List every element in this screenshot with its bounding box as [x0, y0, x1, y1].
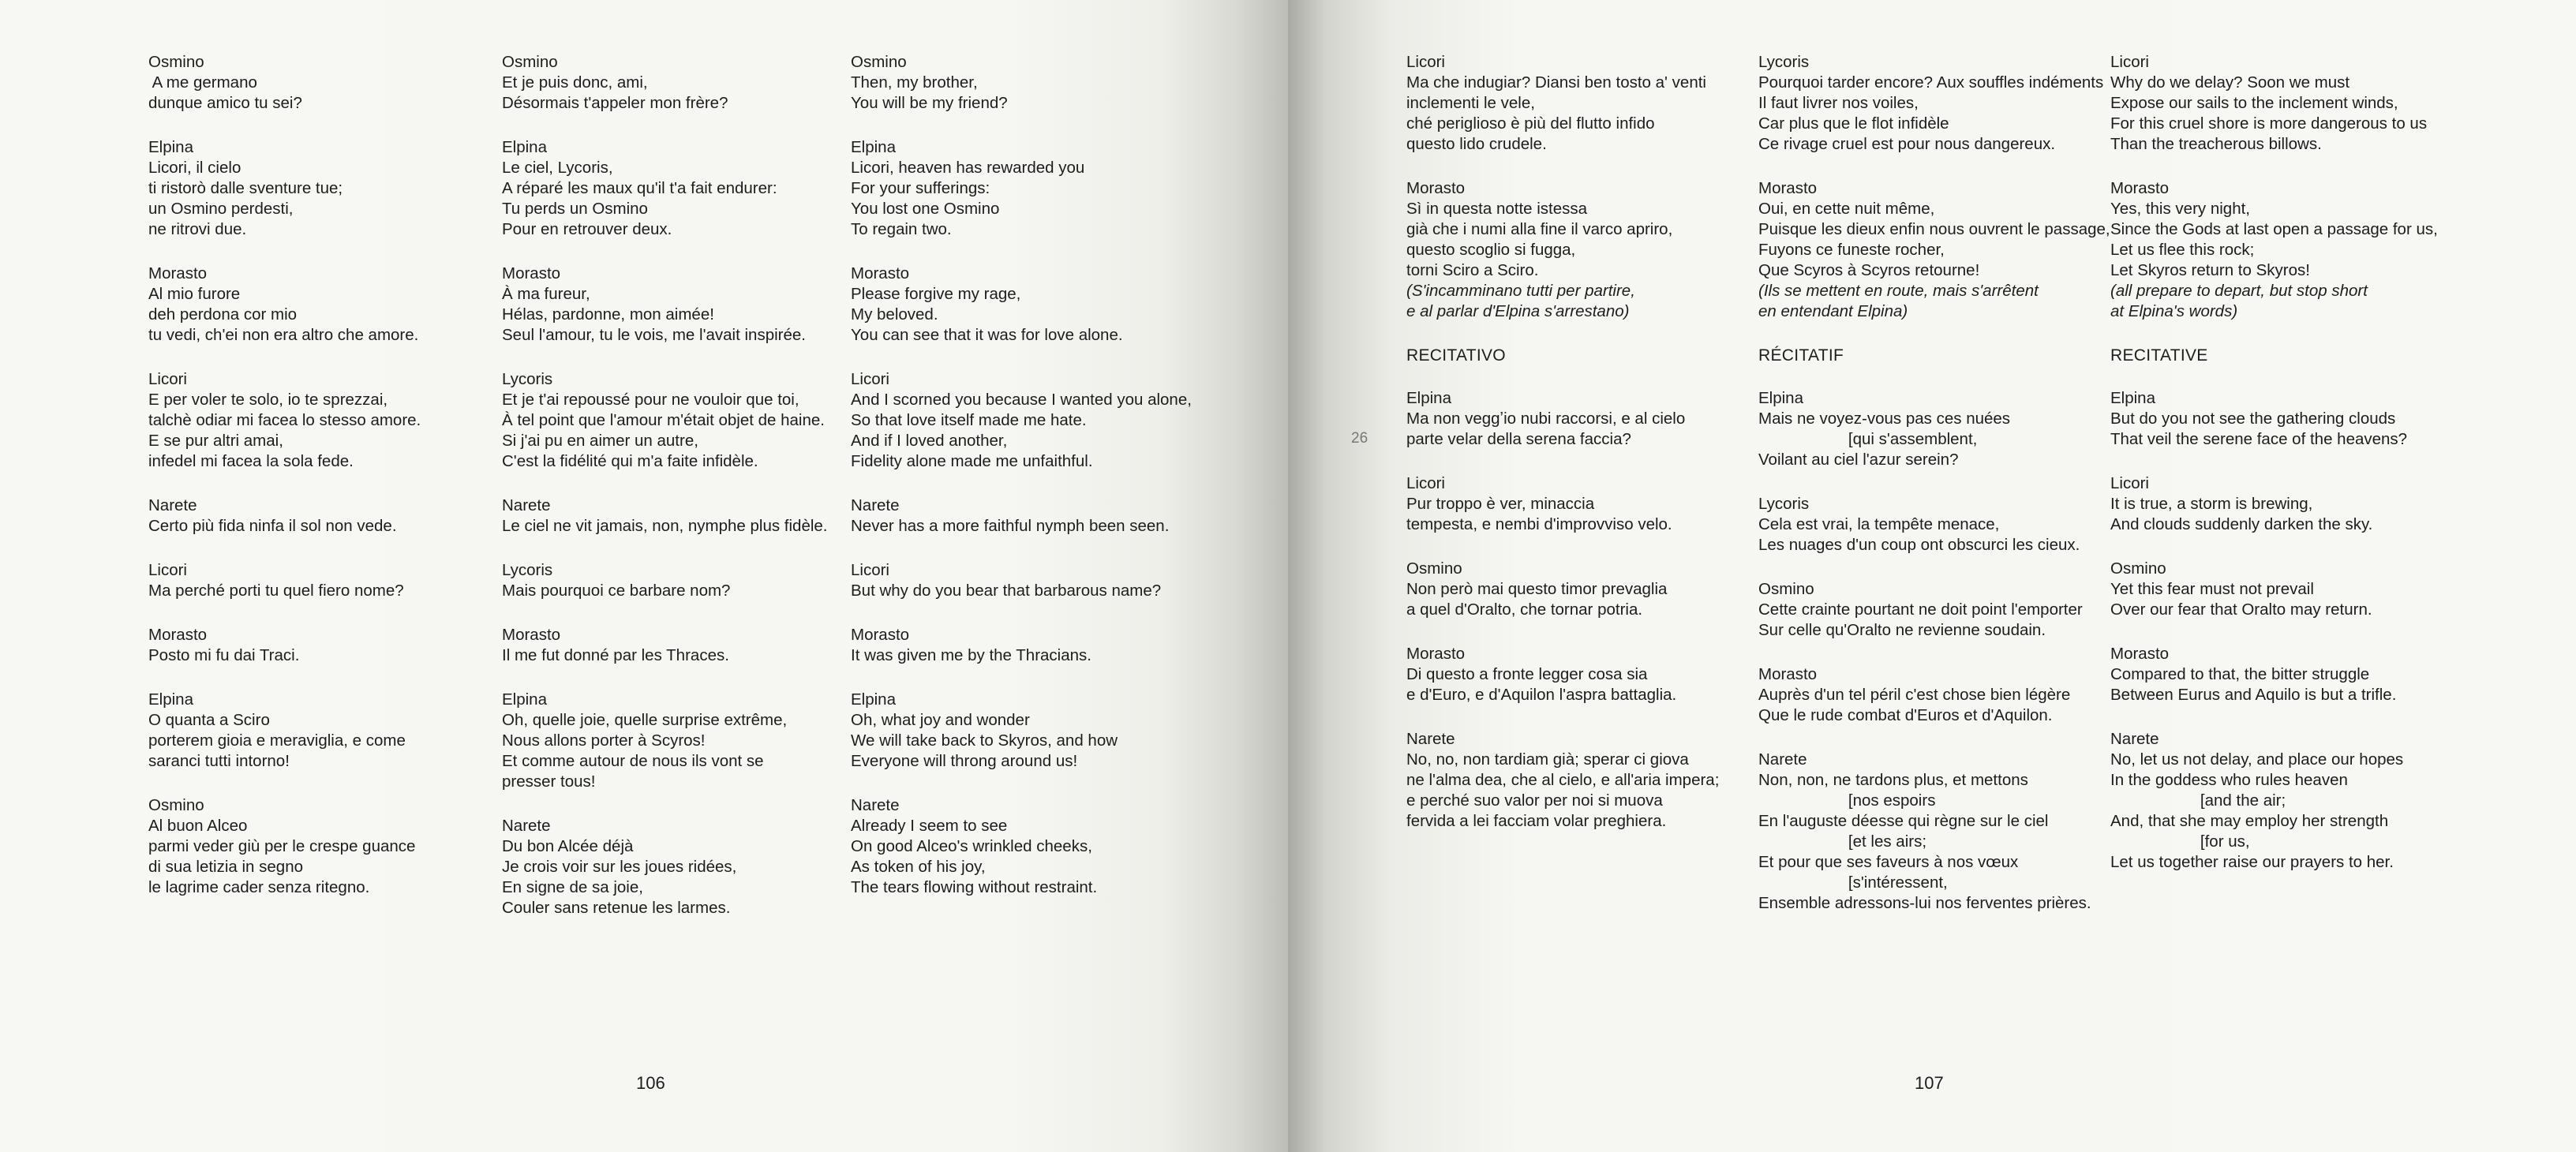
speech-block — [1758, 52, 2106, 155]
speaker-name: Elpina — [502, 138, 547, 156]
verse-line: [and the air; — [2110, 791, 2286, 810]
verse-line: Que Scyros à Scyros retourne! — [1758, 261, 1980, 279]
verse-line: dunque amico tu sei? — [148, 94, 302, 112]
verse-line: On good Alceo's wrinkled cheeks, — [851, 837, 1092, 855]
verse-line: Tu perds un Osmino — [502, 200, 648, 218]
verse-line: Fuyons ce funeste rocher, — [1758, 241, 1945, 259]
margin-line-number: 26 — [1351, 430, 1368, 447]
verse-line: For this cruel shore is more dangerous to us — [2110, 114, 2428, 133]
verse-line: [s'intéressent, — [1758, 873, 1948, 892]
speaker-name: Narete — [502, 817, 551, 835]
speech-block — [1758, 750, 2106, 914]
verse-line: You can see that it was for love alone. — [851, 326, 1123, 344]
verse-line: ne ritrovi due. — [148, 220, 247, 238]
speaker-name: Elpina — [148, 690, 193, 709]
speaker-name: Narete — [1406, 730, 1455, 748]
speech-block — [148, 52, 480, 114]
verse-line: Sur celle qu'Oralto ne revienne soudain. — [1758, 621, 2046, 639]
verse-line: [for us, — [2110, 832, 2250, 851]
speech-block — [1406, 559, 1754, 620]
verse-line: My beloved. — [851, 305, 938, 324]
speech-block — [851, 690, 1182, 772]
verse-line: But why do you bear that barbarous name? — [851, 582, 1162, 600]
verse-line: parmi veder giù per le crespe guance — [148, 837, 416, 855]
stage-direction: (S'incamminano tutti per partire, — [1406, 282, 1635, 300]
speaker-name: Morasto — [1406, 179, 1466, 197]
verse-line: And, that she may employ her strength — [2110, 812, 2389, 830]
speaker-name: Morasto — [1406, 645, 1466, 663]
speech-block — [1406, 178, 1754, 322]
verse-line: Seul l'amour, tu le vois, me l'avait inspirée. — [502, 326, 806, 344]
verse-line: questo lido crudele. — [1406, 135, 1547, 153]
verse-line: Mais ne voyez-vous pas ces nuées — [1758, 410, 2011, 428]
verse-line: torni Sciro a Sciro. — [1406, 261, 1539, 279]
verse-line: Already I seem to see — [851, 817, 1008, 835]
speaker-name: Licori — [851, 370, 889, 388]
verse-line: Mais pourquoi ce barbare nom? — [502, 582, 731, 600]
verse-line: And if I loved another, — [851, 432, 1008, 450]
verse-line: Nous allons porter à Scyros! — [502, 731, 706, 750]
verse-line: Over our fear that Oralto may return. — [2110, 600, 2372, 619]
verse-line: No, no, non tardiam già; sperar ci giova — [1406, 750, 1689, 769]
speech-block — [1758, 579, 2106, 641]
verse-line: À tel point que l'amour m'était objet de haine. — [502, 411, 825, 429]
verse-line: Why do we delay? Soon we must — [2110, 73, 2350, 92]
verse-line: Than the treacherous billows. — [2110, 135, 2322, 153]
verse-line: À ma fureur, — [502, 285, 590, 303]
verse-line: Le ciel ne vit jamais, non, nymphe plus fidèle. — [502, 517, 828, 535]
speaker-name: Licori — [148, 370, 187, 388]
speech-block — [851, 496, 1182, 537]
verse-line: e d'Euro, e d'Aquilon l'aspra battaglia. — [1406, 686, 1677, 704]
speech-block — [148, 795, 480, 898]
verse-line: Il faut livrer nos voiles, — [1758, 94, 1919, 112]
verse-line: ché periglioso è più del flutto infido — [1406, 114, 1655, 133]
verse-line: tempesta, e nembi d'improvviso velo. — [1406, 515, 1672, 533]
stage-direction: at Elpina's words) — [2110, 302, 2238, 320]
verse-line: Que le rude combat d'Euros et d'Aquilon. — [1758, 706, 2053, 724]
verse-line: So that love itself made me hate. — [851, 411, 1087, 429]
speaker-name: Elpina — [1758, 389, 1803, 407]
verse-line: Certo più fida ninfa il sol non vede. — [148, 517, 397, 535]
speaker-name: Morasto — [502, 264, 561, 282]
speaker-name: Morasto — [1758, 179, 1818, 197]
verse-line: E per voler te solo, io te sprezzai, — [148, 391, 388, 409]
verse-line: We will take back to Skyros, and how — [851, 731, 1118, 750]
speech-block — [1758, 388, 2106, 470]
verse-line: Ma non veggʼio nubi raccorsi, e al cielo — [1406, 410, 1686, 428]
speech-block — [1406, 473, 1754, 535]
verse-line: It is true, a storm is brewing, — [2110, 495, 2313, 513]
right-english-column — [2110, 52, 2458, 896]
speaker-name: Osmino — [1758, 580, 1814, 598]
verse-line: For your sufferings: — [851, 179, 990, 197]
left-italian-column — [148, 52, 480, 922]
speaker-name: Narete — [1758, 750, 1807, 769]
verse-line: You will be my friend? — [851, 94, 1008, 112]
verse-line: Then, my brother, — [851, 73, 978, 92]
speech-block — [851, 795, 1182, 898]
speech-block — [851, 137, 1182, 240]
speaker-name: Osmino — [851, 53, 907, 71]
verse-line: Non però mai questo timor prevaglia — [1406, 580, 1668, 598]
speaker-name: Morasto — [2110, 645, 2170, 663]
verse-line: Oui, en cette nuit même, — [1758, 200, 1935, 218]
verse-line: Pour en retrouver deux. — [502, 220, 672, 238]
verse-line: [nos espoirs — [1758, 791, 1936, 810]
verse-line: Du bon Alcée déjà — [502, 837, 634, 855]
speech-block — [148, 560, 480, 601]
verse-line: Al mio furore — [148, 285, 241, 303]
verse-line: Expose our sails to the inclement winds, — [2110, 94, 2398, 112]
verse-line: ti ristorò dalle sventure tue; — [148, 179, 343, 197]
verse-line: Si j'ai pu en aimer un autre, — [502, 432, 698, 450]
speech-block — [148, 496, 480, 537]
page-number-right: 107 — [1915, 1073, 1944, 1093]
speech-block — [1406, 52, 1754, 155]
right-italian-column — [1406, 52, 1754, 855]
right-french-column — [1758, 52, 2110, 937]
verse-line: Il me fut donné par les Thraces. — [502, 646, 729, 664]
verse-line: tu vedi, ch'ei non era altro che amore. — [148, 326, 419, 344]
verse-line: Never has a more faithful nymph been seen. — [851, 517, 1170, 535]
section-heading: RECITATIVE — [2110, 346, 2208, 365]
verse-line: deh perdona cor mio — [148, 305, 298, 324]
speech-block — [2110, 729, 2458, 873]
verse-line: Fidelity alone made me unfaithful. — [851, 452, 1093, 470]
verse-line: O quanta a Sciro — [148, 711, 270, 729]
verse-line: En signe de sa joie, — [502, 878, 643, 896]
verse-line: [et les airs; — [1758, 832, 1927, 851]
verse-line: Everyone will throng around us! — [851, 752, 1078, 770]
speech-block — [1406, 644, 1754, 705]
speaker-name: Narete — [502, 496, 551, 514]
verse-line: It was given me by the Thracians. — [851, 646, 1091, 664]
verse-line: presser tous! — [502, 772, 596, 791]
speaker-name: Elpina — [851, 138, 896, 156]
verse-line: Et je puis donc, ami, — [502, 73, 648, 92]
verse-line: The tears flowing without restraint. — [851, 878, 1098, 896]
verse-line: Compared to that, the bitter struggle — [2110, 665, 2370, 683]
speaker-name: Osmino — [148, 796, 204, 814]
verse-line: Pourquoi tarder encore? Aux souffles indéments — [1758, 73, 2104, 92]
verse-line: Please forgive my rage, — [851, 285, 1021, 303]
speaker-name: Elpina — [502, 690, 547, 709]
verse-line: But do you not see the gathering clouds — [2110, 410, 2396, 428]
speech-block — [1758, 664, 2106, 726]
speech-block — [851, 52, 1182, 114]
stage-direction: e al parlar d'Elpina s'arrestano) — [1406, 302, 1630, 320]
speech-block — [502, 560, 833, 601]
verse-line: Since the Gods at last open a passage for us, — [2110, 220, 2438, 238]
left-french-column — [502, 52, 833, 942]
speaker-name: Osmino — [1406, 559, 1462, 578]
verse-line: Sì in questa notte istessa — [1406, 200, 1588, 218]
verse-line: That veil the serene face of the heavens? — [2110, 430, 2408, 448]
verse-line: Let Skyros return to Skyros! — [2110, 261, 2310, 279]
speech-block — [502, 625, 833, 666]
verse-line: di sua letizia in segno — [148, 858, 304, 876]
speaker-name: Narete — [851, 496, 900, 514]
verse-line: saranci tutti intorno! — [148, 752, 290, 770]
verse-line: Between Eurus and Aquilo is but a trifle. — [2110, 686, 2397, 704]
speaker-name: Elpina — [1406, 389, 1451, 407]
section-heading: RÉCITATIF — [1758, 346, 1844, 365]
verse-line: Ma perché porti tu quel fiero nome? — [148, 582, 404, 600]
speaker-name: Licori — [1406, 53, 1445, 71]
verse-line: porterem gioia e meraviglia, e come — [148, 731, 406, 750]
speech-block — [2110, 559, 2458, 620]
verse-line: Pur troppo è ver, minaccia — [1406, 495, 1595, 513]
stage-direction: en entendant Elpina) — [1758, 302, 1908, 320]
verse-line: infedel mi facea la sola fede. — [148, 452, 354, 470]
verse-line: Ensemble adressons-lui nos ferventes prières. — [1758, 894, 2091, 912]
verse-line: Ce rivage cruel est pour nous dangereux. — [1758, 135, 2056, 153]
verse-line: You lost one Osmino — [851, 200, 1000, 218]
stage-direction: (Ils se mettent en route, mais s'arrêtent — [1758, 282, 2039, 300]
left-english-column — [851, 52, 1192, 922]
verse-line: Oh, what joy and wonder — [851, 711, 1030, 729]
speaker-name: Osmino — [2110, 559, 2166, 578]
verse-line: Non, non, ne tardons plus, et mettons — [1758, 771, 2028, 789]
speech-block — [148, 137, 480, 240]
speaker-name: Elpina — [851, 690, 896, 709]
verse-line: Les nuages d'un coup ont obscurci les cieux. — [1758, 536, 2080, 554]
verse-line: Oh, quelle joie, quelle surprise extrême, — [502, 711, 788, 729]
page-number-left: 106 — [636, 1073, 665, 1093]
verse-line: And I scorned you because I wanted you alone, — [851, 391, 1192, 409]
verse-line: A me germano — [148, 73, 257, 92]
verse-line: Let us together raise our prayers to her. — [2110, 853, 2394, 871]
speaker-name: Elpina — [148, 138, 193, 156]
verse-line: And clouds suddenly darken the sky. — [2110, 515, 2373, 533]
speech-block — [2110, 52, 2458, 155]
speech-block — [851, 560, 1182, 601]
verse-line: C'est la fidélité qui m'a faite infidèle. — [502, 452, 758, 470]
speech-block — [148, 369, 480, 472]
speaker-name: Morasto — [148, 264, 208, 282]
speech-block — [502, 369, 833, 472]
verse-line: un Osmino perdesti, — [148, 200, 294, 218]
verse-line: Je crois voir sur les joues ridées, — [502, 858, 737, 876]
speech-block — [148, 625, 480, 666]
speaker-name: Lycoris — [1758, 495, 1810, 513]
speech-block — [851, 369, 1192, 472]
speech-block — [1406, 388, 1754, 450]
speaker-name: Elpina — [2110, 389, 2155, 407]
speech-block — [2110, 644, 2458, 705]
verse-line: En l'auguste déesse qui règne sur le ciel — [1758, 812, 2049, 830]
speaker-name: Morasto — [851, 626, 910, 644]
verse-line: Et comme autour de nous ils vont se — [502, 752, 764, 770]
speech-block — [502, 264, 833, 346]
verse-line: E se pur altri amai, — [148, 432, 283, 450]
speaker-name: Lycoris — [502, 370, 553, 388]
verse-line: Di questo a fronte legger cosa sia — [1406, 665, 1648, 683]
speech-block — [502, 690, 833, 792]
stage-direction: (all prepare to depart, but stop short — [2110, 282, 2368, 300]
verse-line: Al buon Alceo — [148, 817, 248, 835]
speech-block — [2110, 473, 2458, 535]
verse-line: Et pour que ses faveurs à nos vœux — [1758, 853, 2019, 871]
verse-line: Car plus que le flot infidèle — [1758, 114, 1949, 133]
speech-block — [502, 496, 833, 537]
verse-line: questo scoglio si fugga, — [1406, 241, 1576, 259]
verse-line: Ma che indugiar? Diansi ben tosto a' venti — [1406, 73, 1706, 92]
speech-block — [1758, 494, 2106, 555]
verse-line: Yet this fear must not prevail — [2110, 580, 2314, 598]
speech-block — [1758, 178, 2110, 322]
verse-line: Yes, this very night, — [2110, 200, 2251, 218]
speaker-name: Narete — [2110, 730, 2159, 748]
section-heading: RECITATIVO — [1406, 346, 1506, 365]
speaker-name: Licori — [148, 561, 187, 579]
speaker-name: Osmino — [502, 53, 558, 71]
verse-line: Licori, heaven has rewarded you — [851, 159, 1085, 177]
speech-block — [2110, 388, 2458, 450]
verse-line: Cette crainte pourtant ne doit point l'emporter — [1758, 600, 2083, 619]
speaker-name: Narete — [851, 796, 900, 814]
verse-line: Désormais t'appeler mon frère? — [502, 94, 728, 112]
speaker-name: Morasto — [1758, 665, 1818, 683]
speaker-name: Morasto — [148, 626, 208, 644]
speaker-name: Narete — [148, 496, 197, 514]
verse-line: le lagrime cader senza ritegno. — [148, 878, 370, 896]
speaker-name: Morasto — [502, 626, 561, 644]
speaker-name: Licori — [2110, 474, 2149, 492]
verse-line: parte velar della serena faccia? — [1406, 430, 1631, 448]
verse-line: Cela est vrai, la tempête menace, — [1758, 515, 2000, 533]
speech-block — [851, 264, 1182, 346]
speech-block — [502, 816, 833, 918]
speech-block — [148, 264, 480, 346]
verse-line: Let us flee this rock; — [2110, 241, 2255, 259]
verse-line: Couler sans retenue les larmes. — [502, 899, 731, 917]
speech-block — [851, 625, 1182, 666]
verse-line: talchè odiar mi facea lo stesso amore. — [148, 411, 421, 429]
right-page — [1288, 0, 2576, 1152]
speech-block — [148, 690, 480, 772]
speaker-name: Lycoris — [502, 561, 553, 579]
speaker-name: Morasto — [851, 264, 910, 282]
verse-line: Et je t'ai repoussé pour ne vouloir que toi, — [502, 391, 799, 409]
verse-line: Le ciel, Lycoris, — [502, 159, 613, 177]
speech-block — [502, 52, 833, 114]
verse-line: A réparé les maux qu'il t'a fait endurer: — [502, 179, 777, 197]
verse-line: Auprès d'un tel péril c'est chose bien légère — [1758, 686, 2071, 704]
verse-line: Voilant au ciel l'azur serein? — [1758, 451, 1959, 469]
verse-line: [qui s'assemblent, — [1758, 430, 1978, 448]
verse-line: fervida a lei facciam volar preghiera. — [1406, 812, 1667, 830]
verse-line: In the goddess who rules heaven — [2110, 771, 2348, 789]
verse-line: Posto mi fu dai Traci. — [148, 646, 300, 664]
verse-line: già che i numi alla fine il varco apriro, — [1406, 220, 1673, 238]
speaker-name: Morasto — [2110, 179, 2170, 197]
verse-line: To regain two. — [851, 220, 952, 238]
verse-line: a quel d'Oralto, che tornar potria. — [1406, 600, 1643, 619]
verse-line: No, let us not delay, and place our hopes — [2110, 750, 2404, 769]
speech-block — [2110, 178, 2458, 322]
speaker-name: Licori — [1406, 474, 1445, 492]
speaker-name: Licori — [2110, 53, 2149, 71]
verse-line: Licori, il cielo — [148, 159, 242, 177]
speaker-name: Licori — [851, 561, 889, 579]
verse-line: ne l'alma dea, che al cielo, e all'aria impera; — [1406, 771, 1720, 789]
verse-line: Hélas, pardonne, mon aimée! — [502, 305, 714, 324]
speech-block — [502, 137, 833, 240]
speaker-name: Osmino — [148, 53, 204, 71]
speech-block — [1406, 729, 1754, 832]
verse-line: As token of his joy, — [851, 858, 986, 876]
speaker-name: Lycoris — [1758, 53, 1810, 71]
verse-line: inclementi le vele, — [1406, 94, 1535, 112]
verse-line: Puisque les dieux enfin nous ouvrent le passage, — [1758, 220, 2110, 238]
verse-line: e perché suo valor per noi si muova — [1406, 791, 1663, 810]
